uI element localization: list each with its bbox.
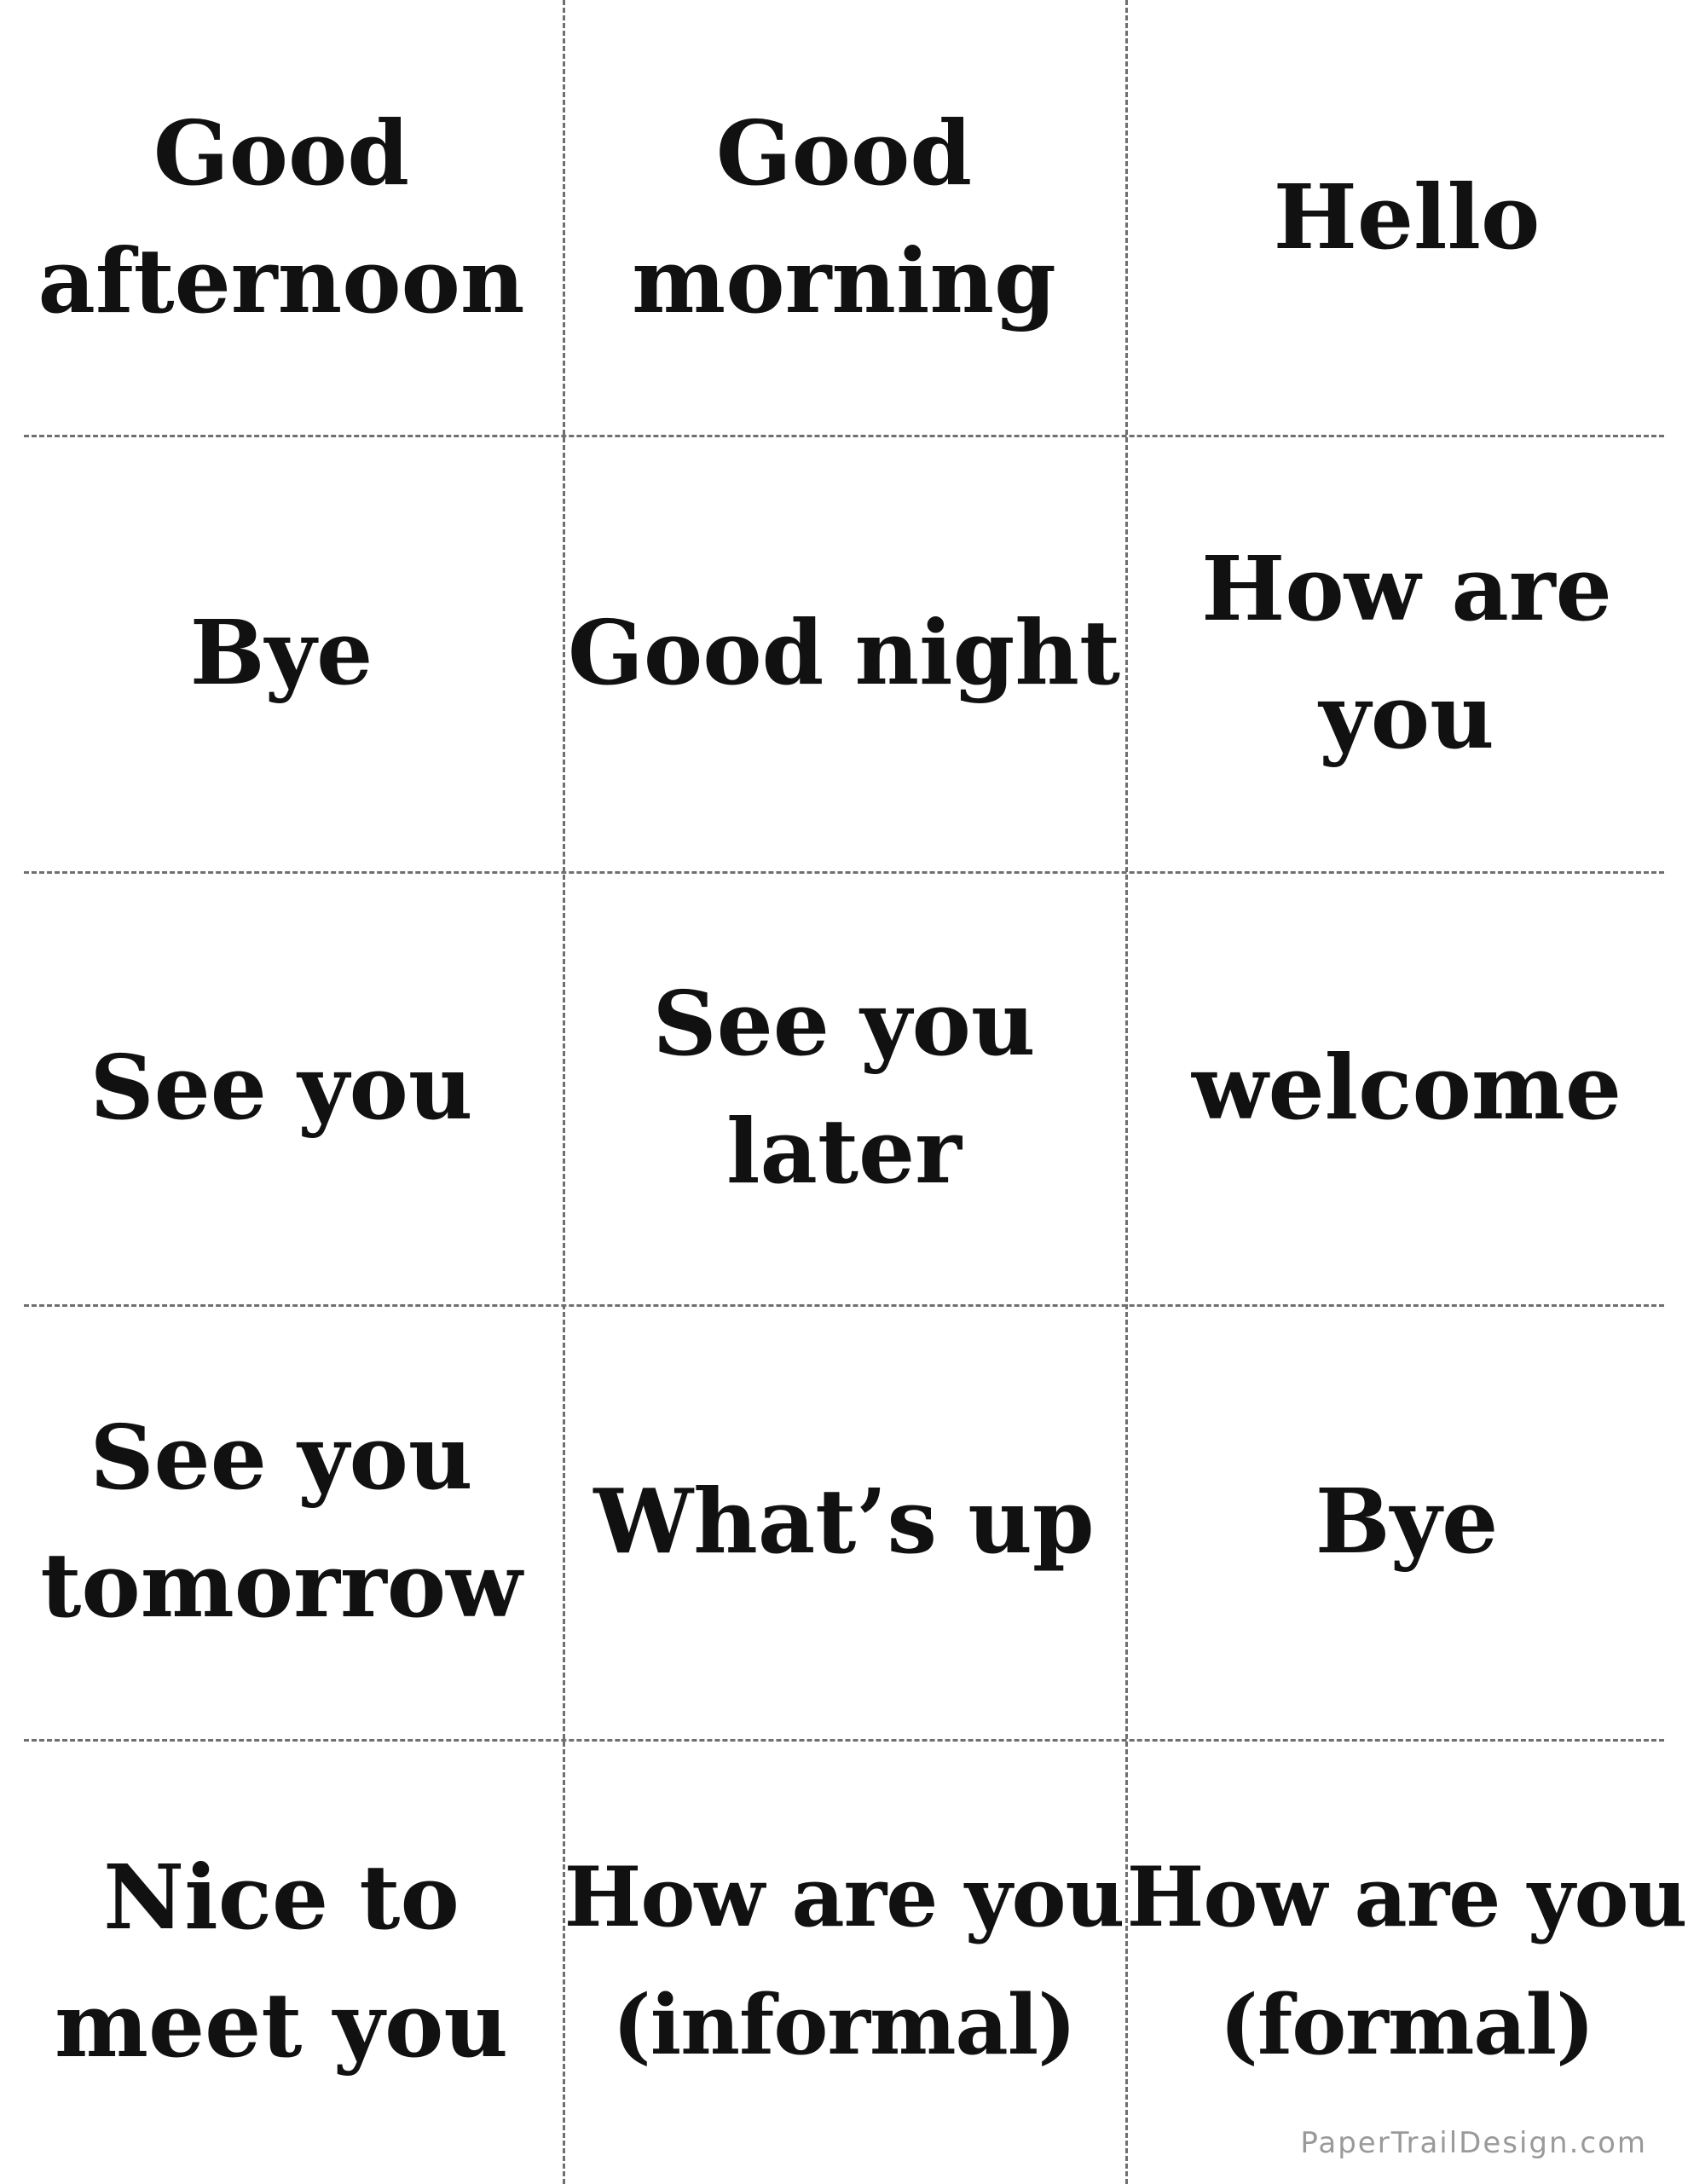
flashcard-text: See you later bbox=[652, 971, 1036, 1204]
flashcard bbox=[1125, 435, 1688, 871]
flashcard-text: How are you (informal) bbox=[564, 1849, 1124, 2073]
flashcard-text: Good afternoon bbox=[38, 101, 525, 333]
flashcard bbox=[563, 871, 1125, 1304]
flashcard bbox=[1125, 0, 1688, 435]
flashcard-text: See you tomorrow bbox=[40, 1405, 523, 1638]
flashcard-text: Good morning bbox=[632, 101, 1056, 333]
flashcard bbox=[1125, 1304, 1688, 1739]
flashcard bbox=[0, 1304, 563, 1739]
flashcard-text: Hello bbox=[1273, 165, 1541, 269]
flashcard bbox=[0, 871, 563, 1304]
watermark: PaperTrailDesign.com bbox=[1300, 2126, 1647, 2160]
flashcard bbox=[563, 1304, 1125, 1739]
flashcard bbox=[1125, 871, 1688, 1304]
flashcard bbox=[563, 435, 1125, 871]
flashcard bbox=[0, 1739, 563, 2184]
flashcard bbox=[0, 0, 563, 435]
flashcard-text: Bye bbox=[189, 600, 373, 705]
flashcard-text: How are you bbox=[1201, 536, 1612, 769]
flashcard-text: Good night bbox=[568, 600, 1120, 705]
flashcard-text: welcome bbox=[1191, 1035, 1622, 1140]
flashcard-text: See you bbox=[90, 1035, 473, 1140]
flashcard-text: What’s up bbox=[593, 1469, 1095, 1574]
flashcard bbox=[1125, 1739, 1688, 2184]
flashcard bbox=[563, 1739, 1125, 2184]
flashcard-text: How are you (formal) bbox=[1126, 1849, 1687, 2073]
flashcard-text: Bye bbox=[1315, 1469, 1499, 1574]
flashcard bbox=[563, 0, 1125, 435]
flashcard-text: Nice to meet you bbox=[54, 1845, 509, 2077]
flashcard bbox=[0, 435, 563, 871]
